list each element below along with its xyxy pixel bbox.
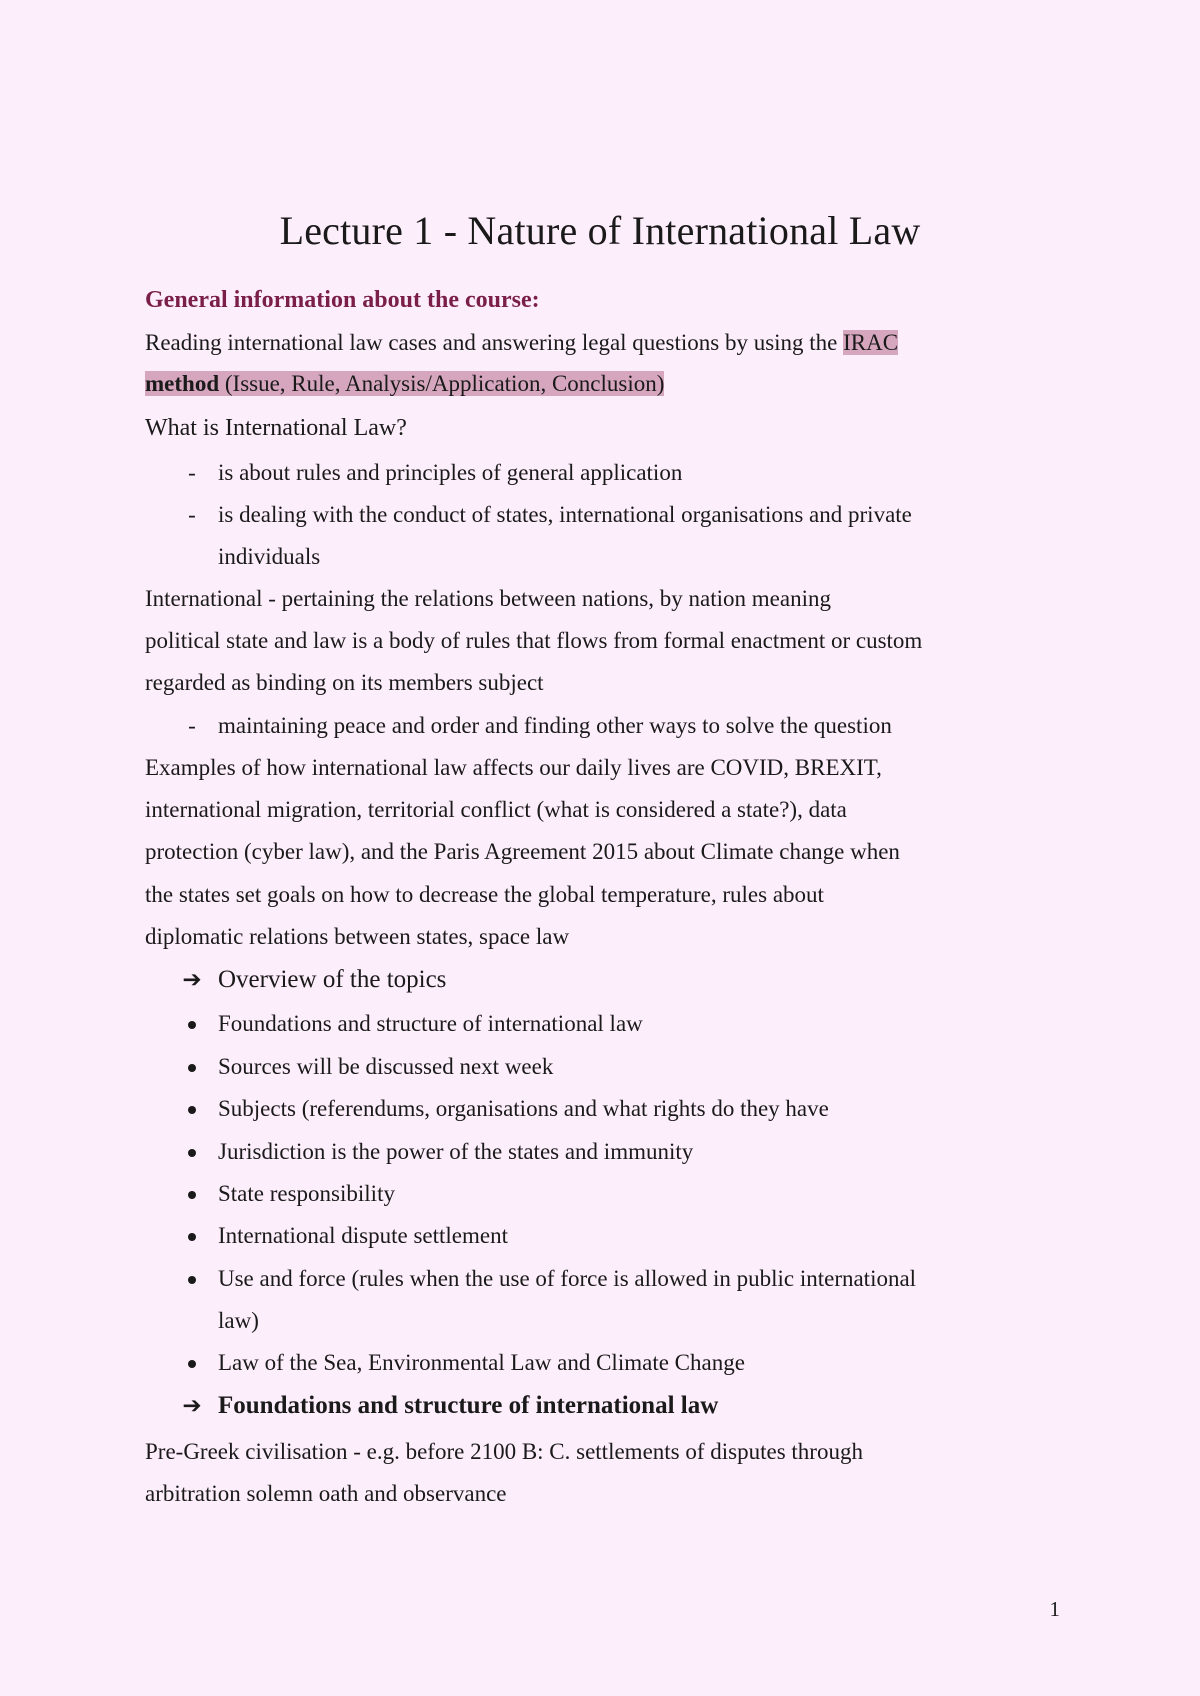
bullet-icon [188, 1191, 196, 1199]
bullet-icon [188, 1360, 196, 1368]
dash-marker: - [188, 502, 196, 527]
irac-expansion: (Issue, Rule, Analysis/Application, Conclusion) [219, 371, 665, 396]
intro-line-2 [145, 366, 664, 402]
arrow-icon: ➔ [182, 967, 202, 992]
irac-highlight: IRAC [843, 330, 899, 355]
intro-line-1 [145, 325, 898, 361]
examples-line: international migration, territorial conflict (what is considered a state?), data [145, 797, 847, 822]
bullet-icon [188, 1233, 196, 1241]
list-item-text: maintaining peace and order and finding other ways to solve the question [218, 713, 892, 738]
arrow-icon: ➔ [182, 1393, 202, 1418]
list-item-text: is dealing with the conduct of states, international organisations and private [218, 502, 912, 527]
examples-line: the states set goals on how to decrease the global temperature, rules about [145, 882, 824, 907]
bullet-icon [188, 1064, 196, 1072]
list-item-continuation: individuals [218, 544, 321, 569]
page-number: 1 [1049, 1597, 1060, 1621]
what-is-heading: What is International Law? [145, 415, 407, 441]
foundations-heading-text: Foundations and structure of international law [218, 1392, 719, 1419]
method-word: method [145, 371, 220, 396]
topic-text: Foundations and structure of international law [218, 1011, 643, 1036]
bullet-icon [188, 1276, 196, 1284]
topic-text: Use and force (rules when the use of force is allowed in public international [218, 1266, 917, 1291]
definition-line: political state and law is a body of rules that flows from formal enactment or custom [145, 628, 923, 653]
overview-heading-text: Overview of the topics [218, 966, 447, 993]
pre-greek-line: arbitration solemn oath and observance [145, 1481, 507, 1506]
definition-line: regarded as binding on its members subject [145, 670, 544, 695]
topic-text: State responsibility [218, 1181, 395, 1206]
irac-method-highlight [145, 371, 664, 396]
pre-greek-line: Pre-Greek civilisation - e.g. before 2100 B: C. settlements of disputes through [145, 1439, 863, 1464]
page-title: Lecture 1 - Nature of International Law [279, 208, 921, 253]
definition-line: International - pertaining the relations between nations, by nation meaning [145, 586, 831, 611]
examples-line: diplomatic relations between states, space law [145, 924, 570, 949]
bullet-icon [188, 1106, 196, 1114]
topic-continuation: law) [218, 1308, 259, 1333]
list-item-text: is about rules and principles of general application [218, 460, 683, 485]
topic-text: Sources will be discussed next week [218, 1054, 554, 1079]
bullet-icon [188, 1149, 196, 1157]
bullet-icon [188, 1021, 196, 1029]
topic-text: International dispute settlement [218, 1223, 508, 1248]
general-info-heading: General information about the course: [145, 287, 540, 313]
intro-text: Reading international law cases and answering legal questions by using the [145, 330, 844, 355]
topic-text: Jurisdiction is the power of the states and immunity [218, 1139, 694, 1164]
topic-text: Subjects (referendums, organisations and what rights do they have [218, 1096, 829, 1121]
examples-line: Examples of how international law affects our daily lives are COVID, BREXIT, [145, 755, 882, 780]
topic-text: Law of the Sea, Environmental Law and Climate Change [218, 1350, 745, 1375]
dash-marker: - [188, 460, 196, 485]
dash-marker: - [188, 713, 196, 738]
examples-line: protection (cyber law), and the Paris Agreement 2015 about Climate change when [145, 839, 900, 864]
